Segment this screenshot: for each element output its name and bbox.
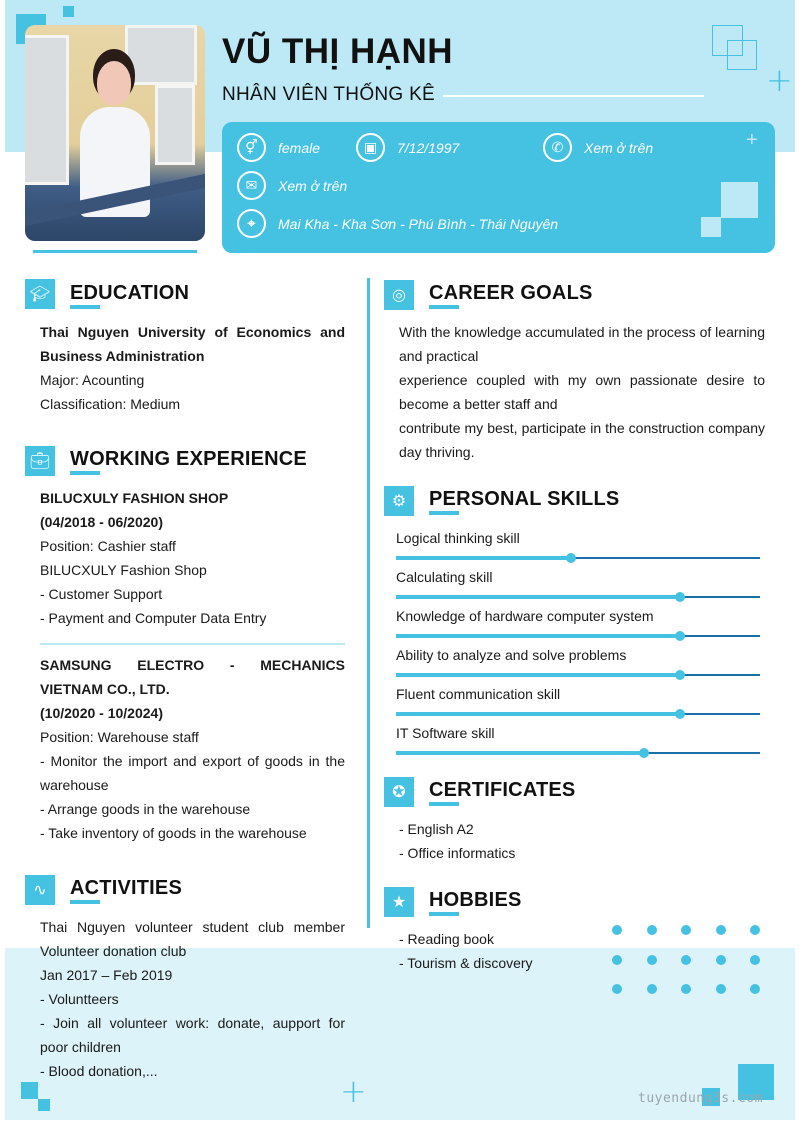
watermark: tuyendung3s.com [638,1091,763,1106]
career-goals-heading: CAREER GOALS [429,282,593,304]
skill-item [396,528,760,564]
activity-line: Jan 2017 – Feb 2019 [40,967,173,983]
briefcase-icon: 💼︎ [25,446,55,476]
activity-line: - Blood donation,... [40,1063,158,1079]
job-line: - Arrange goods in the warehouse [40,801,251,817]
heading-underline [70,471,100,475]
email-icon: ✉ [237,171,266,200]
heading-underline [429,912,459,916]
birthday-value: 7/12/1997 [397,139,460,156]
pulse-icon: ∿ [25,875,55,905]
activities-content [40,915,345,1083]
decor-dots-grid [612,925,760,994]
phone-icon: ✆ [543,133,572,162]
location-icon: ⌖ [237,209,266,238]
company-name: BILUCXULY FASHION SHOP [40,490,229,506]
decor-plus-icon: + [340,1072,367,1110]
candidate-name: VŨ THỊ HẠNH [222,32,454,71]
email-field [237,171,347,200]
job-entry [40,653,345,845]
activity-line: Thai Nguyen volunteer student club member Volunteer donation club [40,919,345,959]
decor-square [721,182,758,218]
gender-icon: ⚥ [237,133,266,162]
job-line: Position: Warehouse staff [40,729,199,745]
company-name: SAMSUNG ELECTRO - MECHANICS VIETNAM CO., LTD. [40,657,345,697]
classification: Classification: Medium [40,396,181,412]
hobby-item: - Tourism & discovery [399,955,533,971]
activity-line: - Voluntteers [40,991,119,1007]
skill-item [396,645,760,681]
skill-bar [396,669,760,681]
star-icon: ★ [384,887,414,917]
skill-bar [396,591,760,603]
career-goals-content [399,320,765,464]
award-icon: ✪ [384,777,414,807]
heading-underline [429,802,459,806]
photo-underline [33,250,197,253]
target-icon: ◎ [384,280,414,310]
skill-bar [396,630,760,642]
profile-photo [25,25,205,241]
job-line: - Monitor the import and export of goods in the warehouse [40,753,345,793]
skill-label: Logical thinking skill [396,530,520,546]
hobbies-heading: HOBBIES [429,889,522,911]
goal-paragraph: contribute my best, participate in the construction company day thriving. [399,420,765,460]
hobby-item: - Reading book [399,931,494,947]
education-content [40,320,345,416]
decor-square [38,1099,50,1111]
job-line: BILUCXULY Fashion Shop [40,562,207,578]
skill-item [396,606,760,642]
skill-label: IT Software skill [396,725,495,741]
job-title: NHÂN VIÊN THỐNG KÊ [222,84,436,105]
job-line: Position: Cashier staff [40,538,176,554]
decor-square [701,217,721,237]
address-field [237,209,558,238]
certificate-item: - Office informatics [399,845,516,861]
goal-paragraph: With the knowledge accumulated in the process of learning and practical [399,324,765,364]
skills-heading: PERSONAL SKILLS [429,488,620,510]
hobbies-list [399,927,599,975]
certificates-heading: CERTIFICATES [429,779,576,801]
goal-paragraph: experience coupled with my own passionate desire to become a better staff and [399,372,765,412]
school-name: Thai Nguyen University of Economics and Business Administration [40,324,345,364]
decor-plus-icon: + [746,129,758,151]
gender-value: female [278,139,321,156]
job-line: - Payment and Computer Data Entry [40,610,267,626]
column-divider [367,278,370,928]
decor-square [63,6,74,17]
decor-outline-square [727,40,757,70]
decor-square [21,1082,38,1099]
email-value: Xem ở trên [278,177,348,194]
job-line: - Customer Support [40,586,163,602]
heading-underline [70,900,100,904]
title-divider [443,95,704,97]
contact-info-card [222,122,775,253]
job-period: (10/2020 - 10/2024) [40,705,163,721]
graduation-cap-icon: 🎓︎ [25,279,55,309]
skill-item [396,567,760,603]
activities-heading: ACTIVITIES [70,877,183,899]
heading-underline [429,511,459,515]
phone-value: Xem ở trên [584,139,654,156]
certificates-list [399,817,699,865]
birthday-field [356,133,459,162]
skill-item [396,723,760,759]
skill-bar [396,552,760,564]
skill-bar [396,708,760,720]
skill-label: Calculating skill [396,569,493,585]
heading-underline [70,305,100,309]
phone-field [543,133,653,162]
decor-plus-icon: + [766,61,793,99]
activity-line: - Join all volunteer work: donate, aupport for poor children [40,1015,345,1055]
job-period: (04/2018 - 06/2020) [40,514,163,530]
gender-field [237,133,320,162]
gear-icon: ⚙ [384,486,414,516]
address-value: Mai Kha - Kha Sơn - Phú Bình - Thái Nguyên [278,215,559,232]
job-entry [40,486,345,630]
heading-underline [429,305,459,309]
job-line: - Take inventory of goods in the warehouse [40,825,307,841]
skill-label: Ability to analyze and solve problems [396,647,627,663]
experience-heading: WORKING EXPERIENCE [70,448,307,470]
education-heading: EDUCATION [70,282,190,304]
skill-label: Fluent communication skill [396,686,561,702]
certificate-item: - English A2 [399,821,474,837]
job-separator [40,643,345,645]
skill-bar [396,747,760,759]
skill-label: Knowledge of hardware computer system [396,608,654,624]
calendar-icon: ▣ [356,133,385,162]
major: Major: Acounting [40,372,145,388]
skill-item [396,684,760,720]
